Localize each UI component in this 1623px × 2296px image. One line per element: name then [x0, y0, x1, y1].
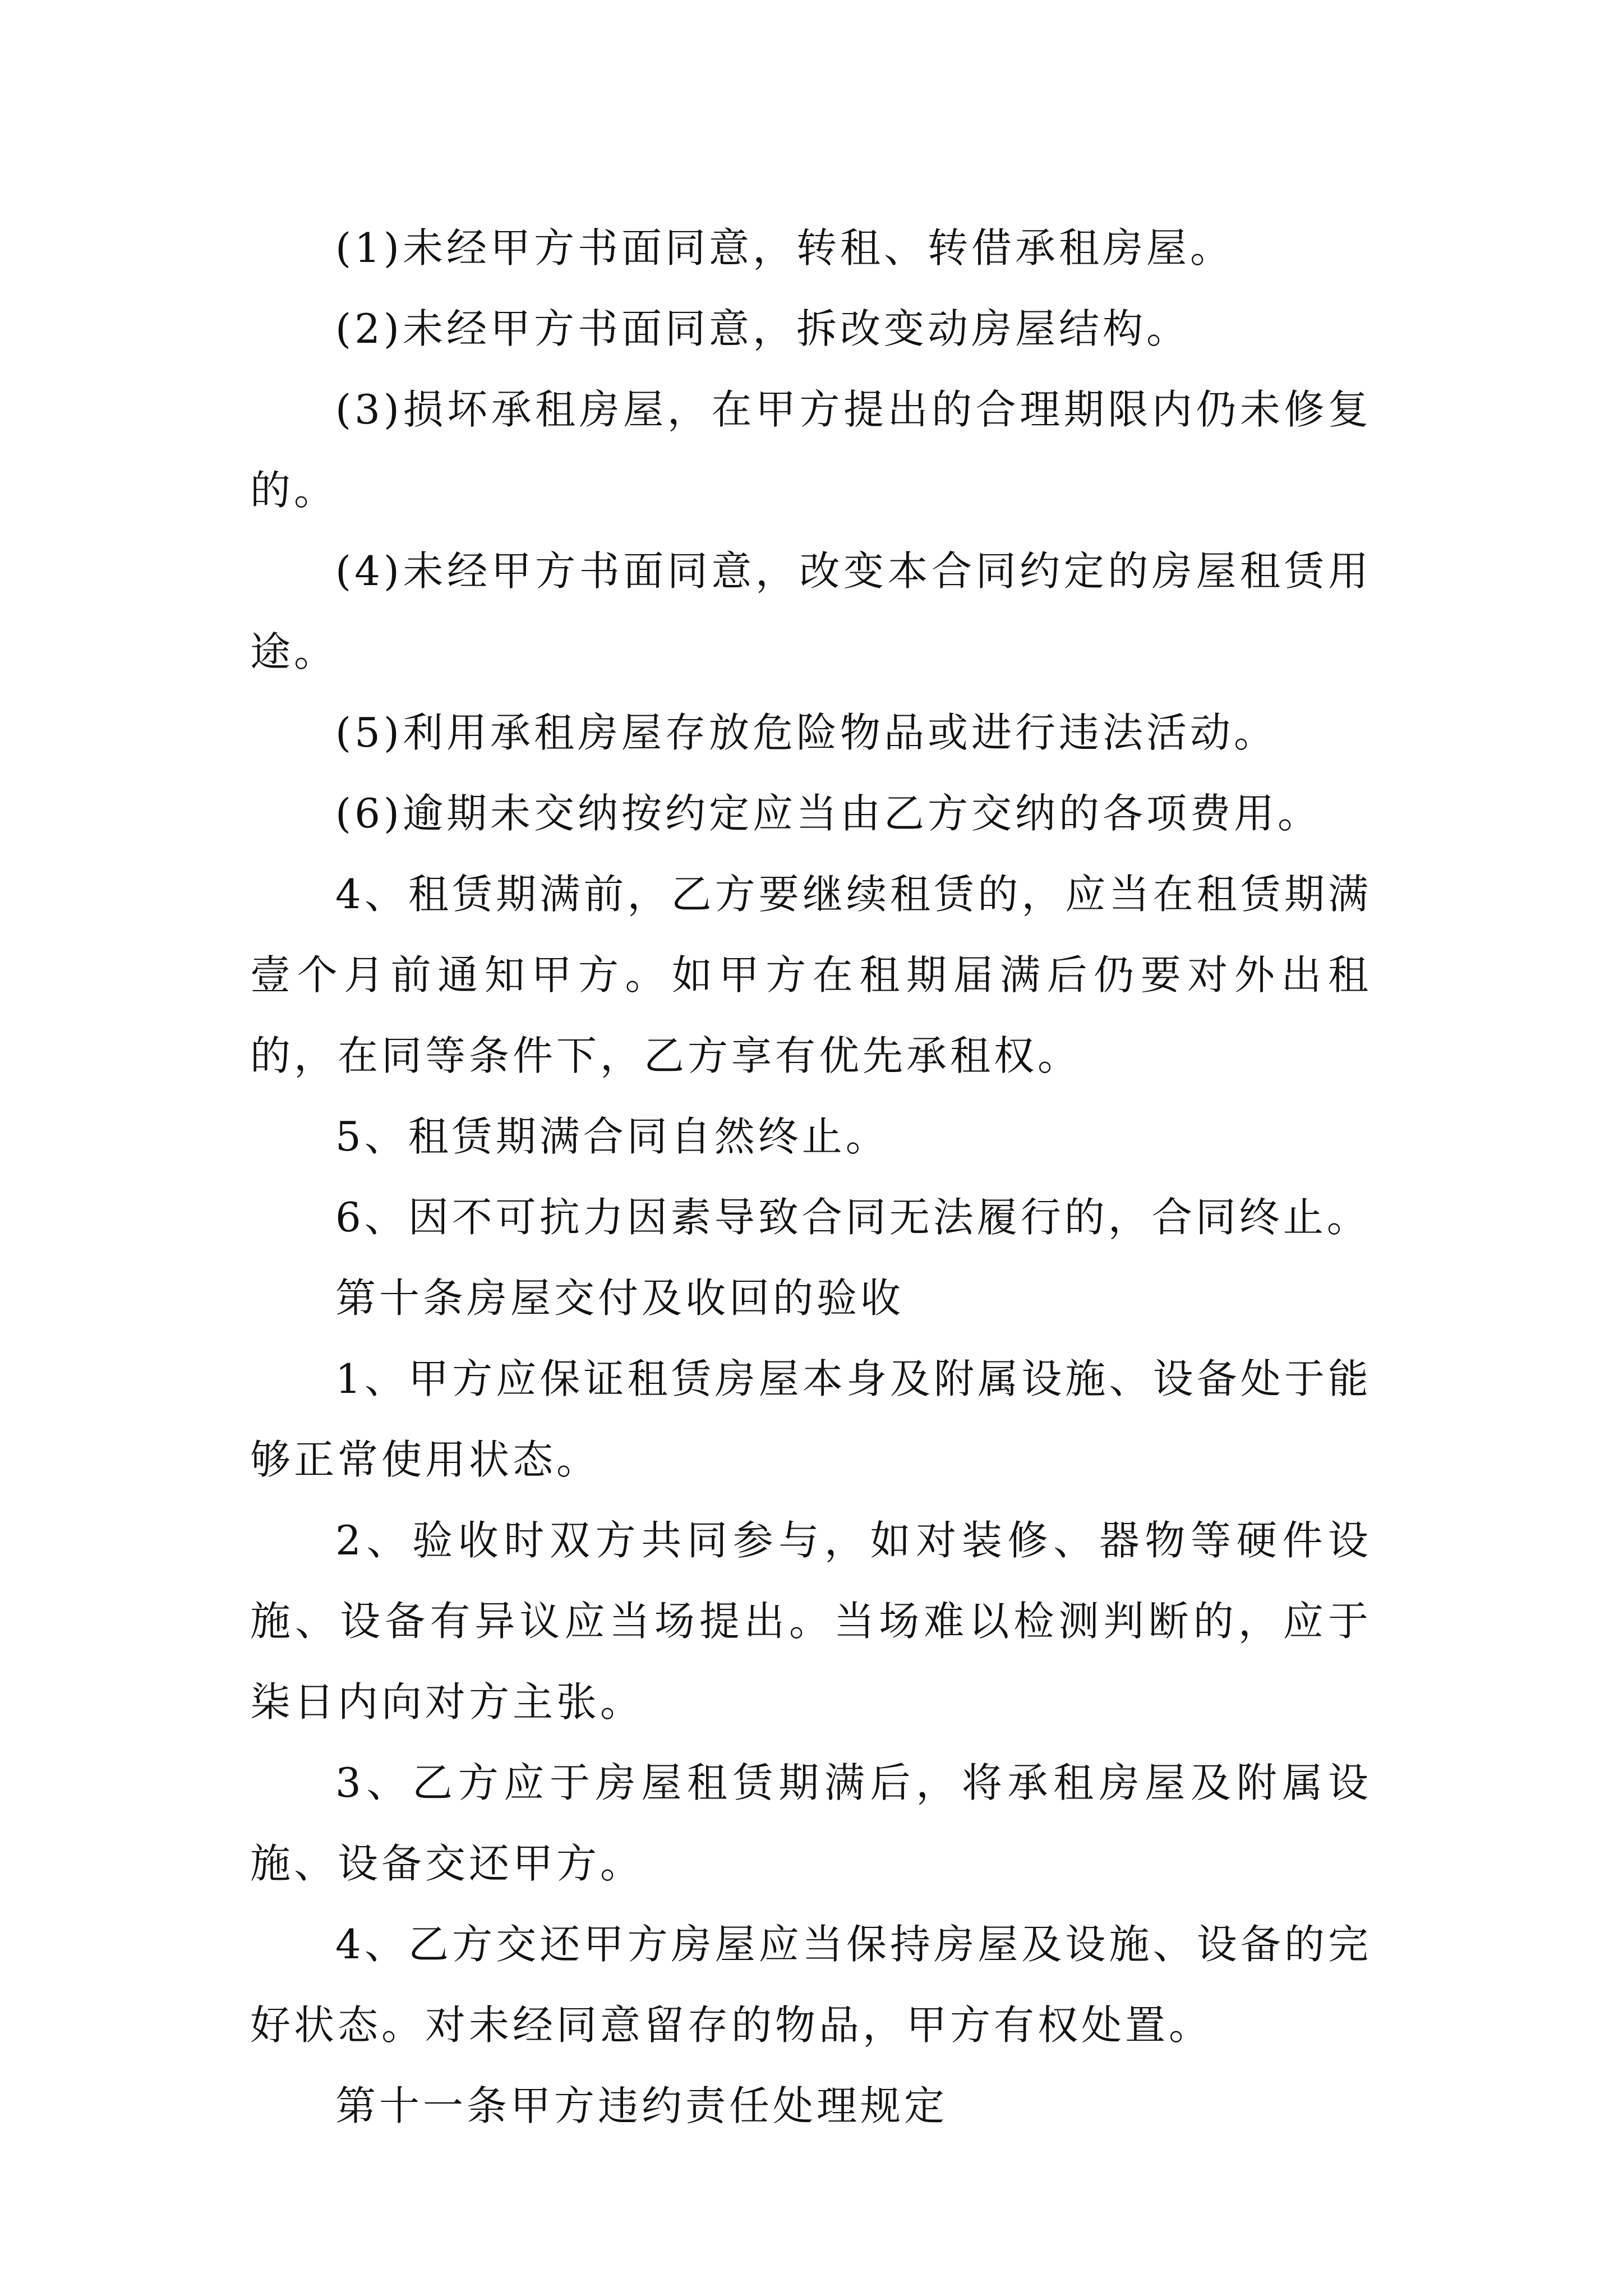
- lease-expiry-paragraph: 5、租赁期满合同自然终止。: [335, 1113, 889, 1160]
- inspection-paragraph-1: 1、甲方应保证租赁房屋本身及附属设施、设备处于能够正常使用状态。: [250, 1355, 1372, 1483]
- section-heading-article-11: 第十一条甲方违约责任处理规定: [335, 2082, 948, 2129]
- clause-item-2: (2)未经甲方书面同意，拆改变动房屋结构。: [335, 305, 1190, 352]
- clause-item-4: (4)未经甲方书面同意，改变本合同约定的房屋租赁用途。: [250, 547, 1372, 675]
- inspection-paragraph-4: 4、乙方交还甲方房屋应当保持房屋及设施、设备的完好状态。对未经同意留存的物品，甲方有权处置。: [250, 1921, 1372, 2049]
- clause-item-5: (5)利用承租房屋存放危险物品或进行违法活动。: [335, 709, 1278, 756]
- inspection-paragraph-2: 2、验收时双方共同参与，如对装修、器物等硬件设施、设备有异议应当场提出。当场难以检测判断的，应于柒日内向对方主张。: [250, 1517, 1372, 1726]
- document-body: [250, 208, 1372, 2146]
- section-heading-article-10: 第十条房屋交付及收回的验收: [335, 1274, 905, 1322]
- clause-item-3: (3)损坏承租房屋，在甲方提出的合理期限内仍未修复的。: [250, 386, 1372, 514]
- clause-item-6: (6)逾期未交纳按约定应当由乙方交纳的各项费用。: [335, 790, 1321, 837]
- inspection-paragraph-3: 3、乙方应于房屋租赁期满后，将承租房屋及附属设施、设备交还甲方。: [250, 1759, 1372, 1887]
- force-majeure-paragraph: 6、因不可抗力因素导致合同无法履行的，合同终止。: [335, 1194, 1371, 1241]
- lease-renewal-paragraph: 4、租赁期满前，乙方要继续租赁的，应当在租赁期满壹个月前通知甲方。如甲方在租期届满后仍要对外出租的，在同等条件下，乙方享有优先承租权。: [250, 871, 1372, 1079]
- clause-item-1: (1)未经甲方书面同意，转租、转借承租房屋。: [335, 224, 1234, 272]
